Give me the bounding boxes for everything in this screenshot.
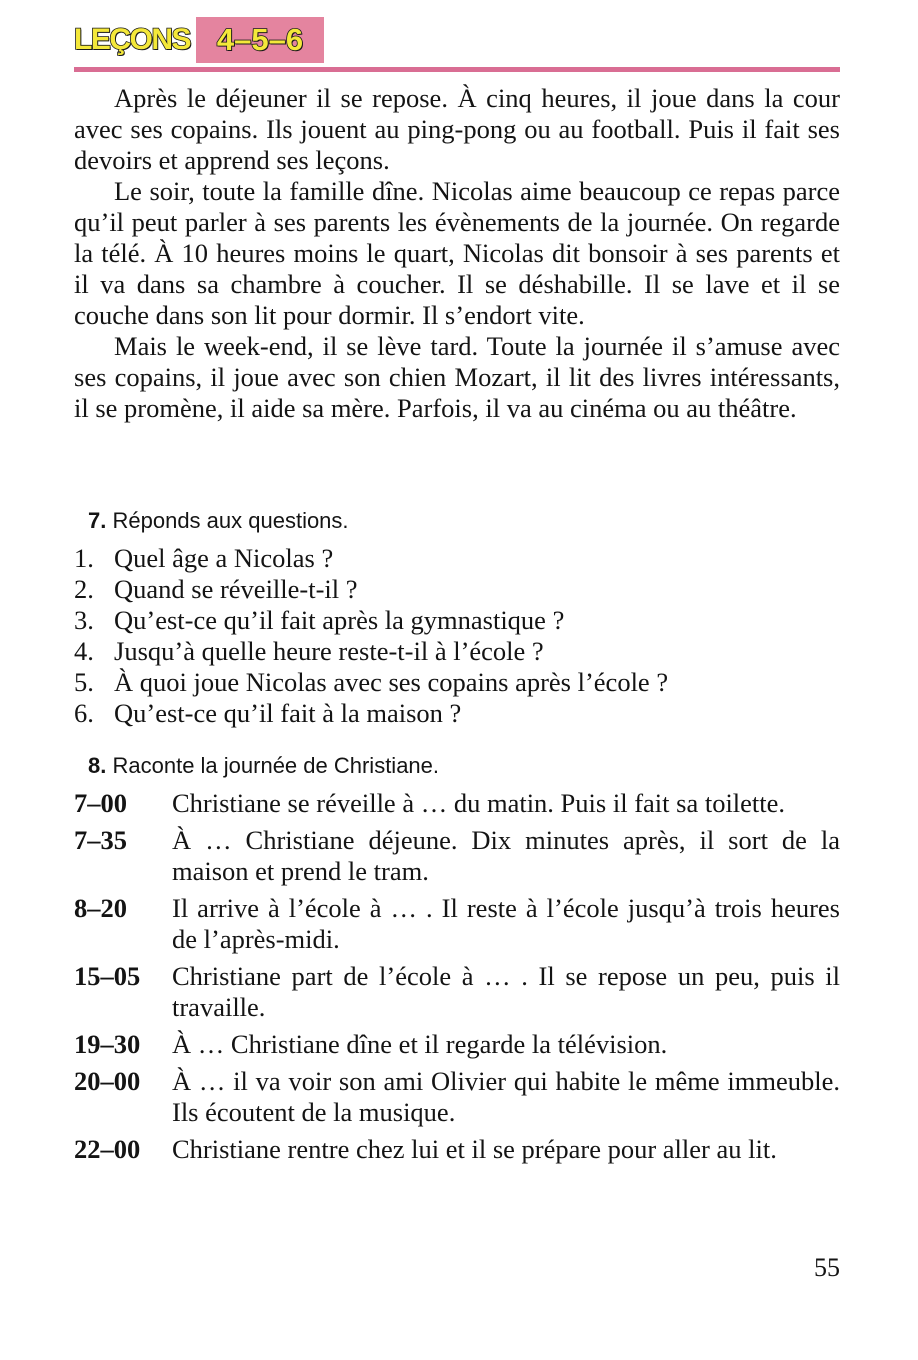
lesson-numbers-badge: 4–5–6: [196, 17, 324, 63]
schedule-time: 20–00: [74, 1066, 141, 1096]
reading-text: [74, 83, 840, 424]
schedule-row: [74, 1029, 840, 1060]
question-item: [74, 605, 840, 636]
schedule-row: [74, 825, 840, 887]
schedule-text: Christiane rentre chez lui et il se prépare pour aller au lit.: [172, 1134, 777, 1164]
question-item: [74, 667, 840, 698]
schedule-time: 15–05: [74, 961, 141, 991]
exercise-8-title: [88, 752, 439, 780]
question-number: 6.: [74, 698, 94, 728]
question-number: 1.: [74, 543, 94, 573]
schedule-list: [74, 788, 840, 1171]
schedule-row: [74, 1066, 840, 1128]
schedule-time: 7–35: [74, 825, 127, 855]
question-text: Qu’est-ce qu’il fait après la gymnastique ?: [114, 605, 565, 635]
lesson-header: [74, 16, 324, 64]
schedule-time: 19–30: [74, 1029, 141, 1059]
schedule-row: [74, 961, 840, 1023]
schedule-row: [74, 893, 840, 955]
lesson-title: LEÇONS: [74, 23, 191, 56]
schedule-text: Il arrive à l’école à … . Il reste à l’école jusqu’à trois heures de l’après-midi.: [172, 893, 840, 954]
schedule-text: À … Christiane dîne et il regarde la télévision.: [172, 1029, 668, 1059]
question-text: Jusqu’à quelle heure reste-t-il à l’école ?: [114, 636, 544, 666]
question-item: [74, 574, 840, 605]
schedule-row: [74, 1134, 840, 1165]
question-text: Quel âge a Nicolas ?: [114, 543, 334, 573]
question-item: [74, 698, 840, 729]
schedule-text: À … Christiane déjeune. Dix minutes après, il sort de la maison et prend le tram.: [172, 825, 840, 886]
schedule-text: Christiane se réveille à … du matin. Puis il fait sa toilette.: [172, 788, 786, 818]
header-rule: [74, 67, 840, 72]
exercise-7-title: [88, 507, 349, 535]
schedule-text: Christiane part de l’école à … . Il se repose un peu, puis il travaille.: [172, 961, 840, 1022]
schedule-text: À … il va voir son ami Olivier qui habite le même immeuble. Ils écoutent de la musique.: [172, 1066, 840, 1127]
question-number: 3.: [74, 605, 94, 635]
question-text: Quand se réveille-t-il ?: [114, 574, 358, 604]
schedule-time: 7–00: [74, 788, 127, 818]
question-list: [74, 543, 840, 729]
exercise-number: 8.: [88, 753, 107, 778]
exercise-number: 7.: [88, 508, 107, 533]
page-number: 55: [814, 1253, 840, 1282]
question-number: 4.: [74, 636, 94, 666]
reading-paragraph: Mais le week-end, il se lève tard. Toute la journée il s’amuse avec ses copains, il joue avec son chien Mozart, il lit des livres intéressants, il se promène, il aide sa mère. Parfois, il va au cinéma ou au théâtre.: [74, 331, 840, 423]
reading-paragraph: Le soir, toute la famille dîne. Nicolas aime beaucoup ce repas parce qu’il peut parler à ses parents les évènements de la journée. On regarde la télé. À 10 heures moins le quart, Nicolas dit bonsoir à ses parents et il va dans sa chambre à coucher. Il se déshabille. Il se lave et il se couche dans son lit pour dormir. Il s’endort vite.: [74, 176, 840, 330]
schedule-time: 8–20: [74, 893, 127, 923]
question-item: [74, 636, 840, 667]
question-number: 5.: [74, 667, 94, 697]
question-text: À quoi joue Nicolas avec ses copains après l’école ?: [114, 667, 669, 697]
schedule-row: [74, 788, 840, 819]
question-text: Qu’est-ce qu’il fait à la maison ?: [114, 698, 462, 728]
schedule-time: 22–00: [74, 1134, 141, 1164]
reading-paragraph: Après le déjeuner il se repose. À cinq heures, il joue dans la cour avec ses copains. Ils jouent au ping-pong ou au football. Puis il fait ses devoirs et apprend ses leçons.: [74, 83, 840, 175]
question-item: [74, 543, 840, 574]
exercise-instruction: Raconte la journée de Christiane.: [112, 753, 440, 778]
exercise-instruction: Réponds aux questions.: [112, 508, 349, 533]
question-number: 2.: [74, 574, 94, 604]
